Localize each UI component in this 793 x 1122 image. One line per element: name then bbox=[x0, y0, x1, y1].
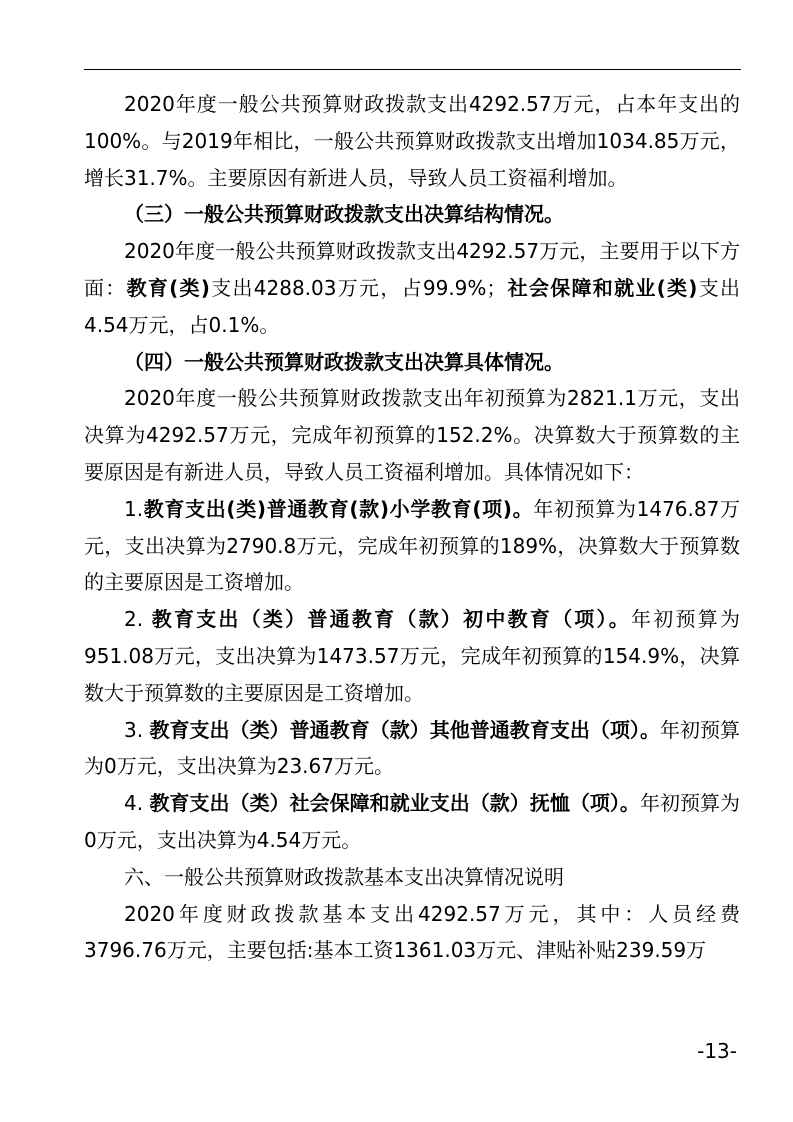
paragraph-expenditure-structure bbox=[84, 233, 740, 343]
detail-item-1-text: 年初预算为1476.87万元，支出决算为2790.8万元，完成年初预算的189%，决算数大于预算数的主要原因是工资增加。 bbox=[84, 496, 740, 595]
paragraph-expenditure-summary: 2020年度一般公共预算财政拨款支出4292.57万元，占本年支出的100%。与2019年相比，一般公共预算财政拨款支出增加1034.85万元，增长31.7%。主要原因有新进人员，导致人员工资福利增加。 bbox=[84, 92, 740, 190]
section-heading-structure: （三）一般公共预算财政拨款支出决算结构情况。 bbox=[124, 202, 564, 227]
detail-item-2-title: 教育支出（类）普通教育（款）初中教育（项）。 bbox=[151, 607, 632, 632]
detail-item-3-title: 教育支出（类）普通教育（款）其他普通教育支出（项）。 bbox=[149, 717, 660, 742]
detail-item-2-text: 年初预算为951.08万元，支出决算为1473.57万元，完成年初预算的154.9%，决算数大于预算数的主要原因是工资增加。 bbox=[84, 607, 741, 705]
detail-item-1-number: 1. bbox=[124, 496, 144, 521]
detail-item-1 bbox=[84, 491, 740, 601]
paragraph-budget-detail: 2020年度一般公共预算财政拨款支出年初预算为2821.1万元，支出决算为4292.57万元，完成年初预算的152.2%。决算数大于预算数的主要原因是有新进人员，导致人员工资福利增加。具体情况如下： bbox=[84, 386, 740, 484]
detail-item-4-title: 教育支出（类）社会保障和就业支出（款）抚恤（项）。 bbox=[149, 791, 640, 816]
page-number: -13- bbox=[697, 1039, 737, 1063]
structure-education-text: 支出4288.03万元，占99.9%； bbox=[209, 275, 507, 300]
section-heading-basic-expenditure: 六、一般公共预算财政拨款基本支出决算情况说明 bbox=[124, 864, 564, 889]
detail-item-3 bbox=[84, 712, 740, 786]
detail-item-3-number: 3. bbox=[124, 717, 144, 742]
paragraph-basic-expenditure: 2020年度财政拨款基本支出4292.57万元，其中：人员经费3796.76万元，主要包括:基本工资1361.03万元、津贴补贴239.59万 bbox=[84, 901, 740, 963]
detail-item-2 bbox=[84, 601, 740, 711]
header-rule bbox=[84, 69, 741, 70]
document-body bbox=[84, 86, 740, 969]
structure-social-security-label: 社会保障和就业(类) bbox=[506, 275, 698, 300]
detail-item-4-text: 年初预算为0万元，支出决算为4.54万元。 bbox=[84, 791, 741, 852]
detail-item-4 bbox=[84, 785, 740, 859]
detail-item-3-text: 年初预算为0万元，支出决算为23.67万元。 bbox=[84, 717, 741, 779]
structure-intro-text: 2020年度一般公共预算财政拨款支出4292.57万元，主要用于以下方面： bbox=[84, 239, 740, 300]
section-heading-details: （四）一般公共预算财政拨款支出决算具体情况。 bbox=[124, 349, 564, 374]
detail-item-1-title: 教育支出(类)普通教育(款)小学教育(项)。 bbox=[143, 496, 534, 521]
structure-social-security-text: 支出4.54万元，占0.1%。 bbox=[84, 275, 741, 337]
detail-item-2-number: 2. bbox=[124, 607, 144, 632]
structure-education-label: 教育(类) bbox=[126, 275, 210, 300]
detail-item-4-number: 4. bbox=[124, 791, 144, 816]
